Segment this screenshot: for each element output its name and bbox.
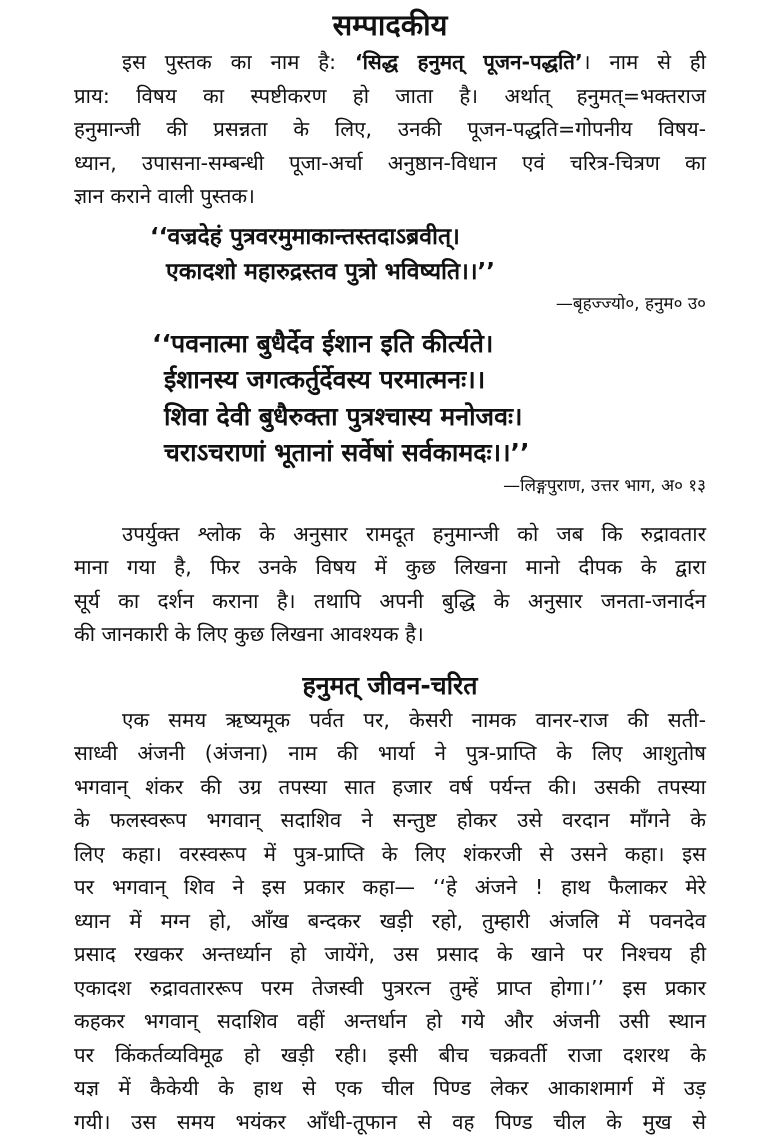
paragraph-2 bbox=[74, 518, 706, 652]
book-title-quote: ‘सिद्ध हनुमत् पूजन-पद्धति’ bbox=[355, 50, 583, 74]
paragraph-line: सूर्य का दर्शन कराना है। तथापि अपनी बुद्धि के अनुसार जनता-जनार्दन bbox=[74, 585, 706, 619]
verse-line: चराऽचराणां भूतानां सर्वेषां सर्वकामदः।।’’ bbox=[152, 435, 706, 472]
paragraph-line: लिए कहा। वरस्वरूप में पुत्र-प्राप्ति के लिए शंकरजी से उसने कहा। इस bbox=[74, 838, 706, 872]
document-page bbox=[74, 0, 706, 1139]
paragraph-line: एक समय ऋष्यमूक पर्वत पर, केसरी नामक वानर-राज की सती- bbox=[74, 704, 706, 738]
paragraph-line: प्रसाद रखकर अन्तर्ध्यान हो जायेंगे, उस प्रसाद के खाने पर निश्चय ही bbox=[74, 938, 706, 972]
section-title: हनुमत् जीवन-चरित bbox=[74, 668, 706, 704]
paragraph-line: ध्यान, उपासना-सम्बन्धी पूजा-अर्चा अनुष्ठान-विधान एवं चरित्र-चित्रण का bbox=[74, 147, 706, 181]
verse-1-citation: —बृहज्ज्यो०, हनुम० उ० bbox=[74, 290, 706, 318]
paragraph-line: उपर्युक्त श्लोक के अनुसार रामदूत हनुमान्जी को जब कि रुद्रावतार bbox=[74, 518, 706, 552]
paragraph-line: गयी। उस समय भयंकर आँधी-तूफान से वह पिण्ड चील के मुख से bbox=[74, 1106, 706, 1139]
sanskrit-verse-2 bbox=[74, 326, 706, 472]
spacer bbox=[74, 500, 706, 518]
sanskrit-verse-1 bbox=[74, 220, 706, 290]
paragraph-line: माना गया है, फिर उनके विषय में कुछ लिखना मानो दीपक के द्वारा bbox=[74, 551, 706, 585]
verse-line: एकादशो महारुद्रस्तव पुत्रो भविष्यति।।’’ bbox=[150, 255, 706, 290]
paragraph-3 bbox=[74, 704, 706, 1139]
paragraph-line: पर किंकर्तव्यविमूढ हो खड़ी रही। इसी बीच चक्रवर्ती राजा दशरथ के bbox=[74, 1039, 706, 1073]
paragraph-line bbox=[74, 46, 706, 80]
text-span: । नाम से ही bbox=[583, 50, 706, 74]
paragraph-line: ध्यान में मग्न हो, आँख बन्दकर खड़ी रहो, तुम्हारी अंजलि में पवनदेव bbox=[74, 905, 706, 939]
verse-line: ईशानस्य जगत्कर्तुर्देवस्य परमात्मनः।। bbox=[152, 362, 706, 399]
paragraph-line: पर भगवान् शिव ने इस प्रकार कहा— ‘‘हे अंजने ! हाथ फैलाकर मेरे bbox=[74, 871, 706, 905]
paragraph-line: हनुमान्जी की प्रसन्नता के लिए, उनकी पूजन-पद्धति=गोपनीय विषय- bbox=[74, 113, 706, 147]
verse-2-citation: —लिङ्गपुराण, उत्तर भाग, अ० १३ bbox=[74, 472, 706, 500]
paragraph-line: भगवान् शंकर की उग्र तपस्या सात हजार वर्ष पर्यन्त की। उसकी तपस्या bbox=[74, 771, 706, 805]
paragraph-line: एकादश रुद्रावताररूप परम तेजस्वी पुत्ररत्न तुम्हें प्राप्त होगा।’’ इस प्रकार bbox=[74, 972, 706, 1006]
verse-line: ‘‘पवनात्मा बुधैर्देव ईशान इति कीर्त्यते। bbox=[152, 326, 706, 363]
verse-line: ‘‘वज्रदेहं पुत्रवरमुमाकान्तस्तदाऽब्रवीत्। bbox=[150, 220, 706, 255]
paragraph-line: के फलस्वरूप भगवान् सदाशिव ने सन्तुष्ट होकर उसे वरदान माँगने के bbox=[74, 804, 706, 838]
paragraph-line: साध्वी अंजनी (अंजना) नाम की भार्या ने पुत्र-प्राप्ति के लिए आशुतोष bbox=[74, 737, 706, 771]
paragraph-line: की जानकारी के लिए कुछ लिखना आवश्यक है। bbox=[74, 618, 706, 652]
paragraph-line: कहकर भगवान् सदाशिव वहीं अन्तर्धान हो गये और अंजनी उसी स्थान bbox=[74, 1005, 706, 1039]
text-span: इस पुस्तक का नाम है: bbox=[122, 50, 355, 74]
page-title: सम्पादकीय bbox=[74, 4, 706, 46]
paragraph-line: प्राय: विषय का स्पष्टीकरण हो जाता है। अर्थात् हनुमत्=भक्तराज bbox=[74, 80, 706, 114]
verse-line: शिवा देवी बुधैरुक्ता पुत्रश्चास्य मनोजवः। bbox=[152, 399, 706, 436]
paragraph-line: यज्ञ में कैकेयी के हाथ से एक चील पिण्ड लेकर आकाशमार्ग में उड़ bbox=[74, 1072, 706, 1106]
intro-paragraph bbox=[74, 46, 706, 214]
paragraph-line: ज्ञान कराने वाली पुस्तक। bbox=[74, 180, 706, 214]
